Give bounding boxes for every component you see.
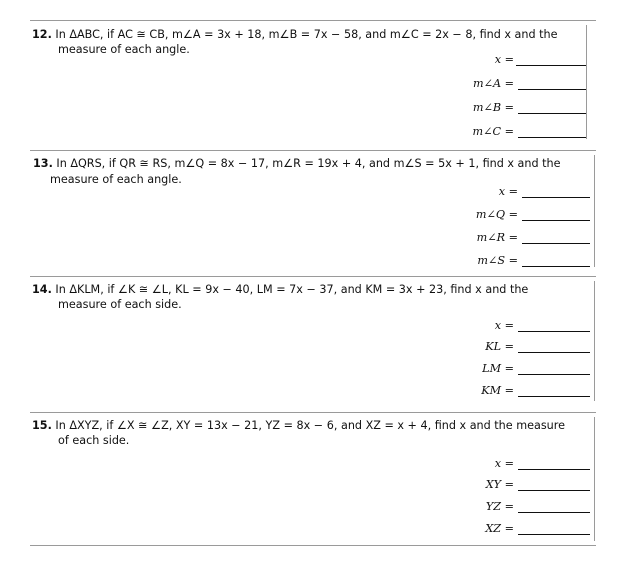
answer-blank[interactable] bbox=[518, 137, 586, 138]
answer-label: x = bbox=[494, 319, 514, 332]
answer-blank[interactable] bbox=[522, 266, 590, 267]
answer-blank[interactable] bbox=[518, 490, 590, 491]
problem-text: In ΔXYZ, if ∠X ≅ ∠Z, XY = 13x − 21, YZ = 8x − 6, and XZ = x + 4, find x and the measure bbox=[55, 419, 566, 432]
problem-13-prompt bbox=[33, 156, 561, 171]
answer-row bbox=[464, 231, 604, 247]
answer-blank[interactable] bbox=[518, 113, 586, 114]
problem-14 bbox=[30, 276, 596, 409]
problem-15-prompt bbox=[32, 418, 565, 433]
answer-row bbox=[460, 53, 600, 69]
answer-label: KM = bbox=[481, 384, 514, 397]
problem-number: 13. bbox=[33, 157, 53, 170]
answer-label: m∠C = bbox=[472, 125, 514, 138]
answer-row bbox=[460, 457, 600, 473]
answer-list bbox=[460, 455, 600, 547]
answer-row bbox=[460, 522, 600, 538]
problem-13 bbox=[30, 150, 596, 275]
problem-text: In ΔKLM, if ∠K ≅ ∠L, KL = 9x − 40, LM = 7x − 37, and KM = 3x + 23, find x and the bbox=[55, 283, 529, 296]
answer-label: m∠A = bbox=[473, 77, 514, 90]
answer-blank[interactable] bbox=[518, 331, 590, 332]
answer-row bbox=[460, 125, 600, 141]
answer-label: x = bbox=[494, 53, 514, 66]
answer-blank[interactable] bbox=[516, 65, 586, 66]
answer-label: XZ = bbox=[485, 522, 514, 535]
answer-blank[interactable] bbox=[518, 534, 590, 535]
answer-list bbox=[460, 317, 600, 409]
answer-list bbox=[460, 51, 600, 151]
problem-number: 14. bbox=[32, 283, 52, 296]
answer-row bbox=[464, 185, 604, 201]
problem-text-continued: of each side. bbox=[58, 434, 130, 447]
answer-label: m∠Q = bbox=[475, 208, 518, 221]
answer-list bbox=[464, 183, 604, 279]
answer-label: m∠R = bbox=[476, 231, 518, 244]
answer-blank[interactable] bbox=[518, 89, 586, 90]
answer-label: x = bbox=[498, 185, 518, 198]
problem-text-continued: measure of each angle. bbox=[58, 43, 190, 56]
answer-row bbox=[464, 208, 604, 224]
answer-blank[interactable] bbox=[518, 374, 590, 375]
answer-row bbox=[460, 500, 600, 516]
answer-label: x = bbox=[494, 457, 514, 470]
problem-number: 15. bbox=[32, 419, 52, 432]
answer-blank[interactable] bbox=[522, 197, 590, 198]
answer-label: m∠B = bbox=[472, 101, 514, 114]
answer-blank[interactable] bbox=[518, 352, 590, 353]
bottom-divider bbox=[30, 545, 596, 546]
problem-text: In ΔQRS, if QR ≅ RS, m∠Q = 8x − 17, m∠R = 19x + 4, and m∠S = 5x + 1, find x and the bbox=[56, 157, 561, 170]
problem-12-prompt bbox=[32, 27, 558, 42]
problem-number: 12. bbox=[32, 28, 52, 41]
answer-row bbox=[460, 77, 600, 93]
answer-row bbox=[460, 384, 600, 400]
answer-blank[interactable] bbox=[518, 469, 590, 470]
answer-blank[interactable] bbox=[518, 512, 590, 513]
answer-blank[interactable] bbox=[518, 396, 590, 397]
problem-15 bbox=[30, 412, 596, 545]
answer-blank[interactable] bbox=[522, 243, 590, 244]
answer-label: YZ = bbox=[485, 500, 514, 513]
answer-row bbox=[460, 340, 600, 356]
answer-row bbox=[460, 362, 600, 378]
answer-label: m∠S = bbox=[477, 254, 518, 267]
answer-label: LM = bbox=[482, 362, 514, 375]
problem-14-prompt bbox=[32, 282, 528, 297]
answer-row bbox=[460, 319, 600, 335]
problem-text-continued: measure of each angle. bbox=[50, 173, 182, 186]
answer-label: XY = bbox=[485, 478, 514, 491]
problem-text-continued: measure of each side. bbox=[58, 298, 182, 311]
answer-row bbox=[464, 254, 604, 270]
answer-blank[interactable] bbox=[522, 220, 590, 221]
answer-row bbox=[460, 101, 600, 117]
answer-label: KL = bbox=[485, 340, 514, 353]
answer-row bbox=[460, 478, 600, 494]
problem-text: In ΔABC, if AC ≅ CB, m∠A = 3x + 18, m∠B = 7x − 58, and m∠C = 2x − 8, find x and the bbox=[55, 28, 558, 41]
problem-12 bbox=[30, 20, 596, 149]
